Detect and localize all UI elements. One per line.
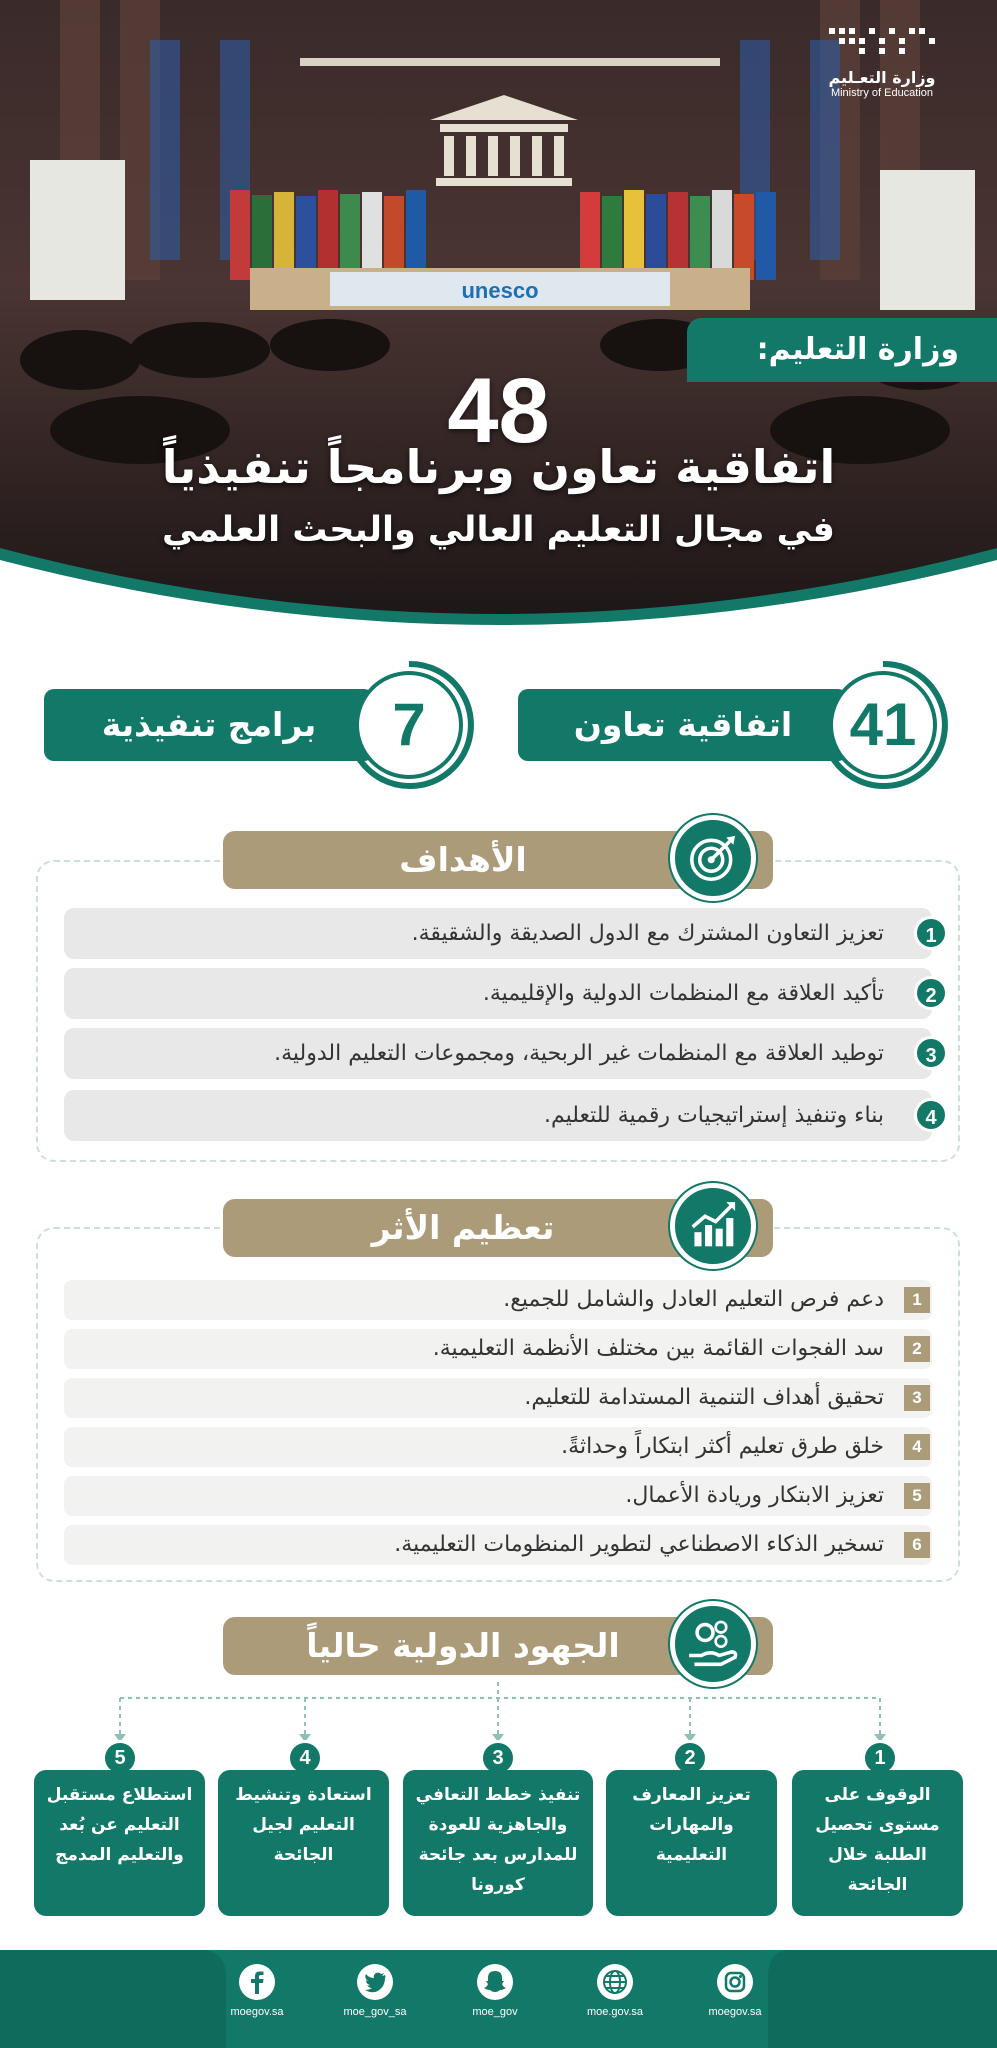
growth-chart-icon <box>670 1183 756 1269</box>
goal-item <box>64 1090 937 1141</box>
impact-number-badge: 2 <box>904 1336 930 1362</box>
impact-text: تعزيز الابتكار وريادة الأعمال. <box>625 1483 884 1508</box>
efforts-title: الجهود الدولية حالياً <box>223 1617 773 1675</box>
ministry-logo-mark <box>827 26 937 62</box>
impact-text: دعم فرص التعليم العادل والشامل للجميع. <box>503 1287 884 1312</box>
effort-card: استطلاع مستقبل التعليم عن بُعد والتعليم المدمج <box>34 1770 205 1916</box>
ministry-tag: وزارة التعليم: <box>687 318 997 382</box>
goals-title: الأهداف <box>223 831 773 889</box>
impact-text: تسخير الذكاء الاصطناعي لتطوير المنظومات التعليمية. <box>394 1532 884 1557</box>
goal-item <box>64 968 937 1019</box>
impact-number-badge: 4 <box>904 1434 930 1460</box>
instagram-icon <box>715 1962 755 2002</box>
impact-item <box>64 1476 932 1516</box>
impact-number-badge: 5 <box>904 1483 930 1509</box>
social-link-instagram[interactable] <box>680 1962 790 2018</box>
stat-card-agreements <box>518 660 948 790</box>
impact-number-badge: 3 <box>904 1385 930 1411</box>
target-icon <box>670 815 756 901</box>
impact-item <box>64 1427 932 1467</box>
impact-item <box>64 1378 932 1418</box>
stat-card-programs <box>44 660 474 790</box>
gears-hand-icon <box>670 1601 756 1687</box>
logo-arabic-name: وزارة التعـليم <box>828 68 936 87</box>
effort-card: الوقوف على مستوى تحصيل الطلبة خلال الجائحة <box>792 1770 963 1916</box>
stat-label: اتفاقية تعاون <box>518 689 848 761</box>
headline-number: 48 <box>447 360 550 462</box>
social-link-website[interactable] <box>560 1962 670 2018</box>
goal-item <box>64 908 937 959</box>
goal-text: توطيد العلاقة مع المنظمات غير الربحية، ومجموعات التعليم الدولية. <box>274 1041 884 1066</box>
logo-english-name: Ministry of Education <box>830 87 934 99</box>
svg-text:unesco: unesco <box>461 278 539 303</box>
social-handle: moegov.sa <box>230 2006 284 2018</box>
goal-text: تأكيد العلاقة مع المنظمات الدولية والإقليمية. <box>482 981 884 1006</box>
social-handle: moe_gov_sa <box>343 2006 407 2018</box>
goal-item <box>64 1028 937 1079</box>
snapchat-icon <box>475 1962 515 2002</box>
impact-title: تعظيم الأثر <box>223 1199 773 1257</box>
impact-number-badge: 1 <box>904 1287 930 1313</box>
goal-text: بناء وتنفيذ إستراتيجيات رقمية للتعليم. <box>543 1103 884 1128</box>
social-handle: moe_gov <box>472 2006 518 2018</box>
effort-number-badge: 4 <box>287 1740 323 1776</box>
impact-text: خلق طرق تعليم أكثر ابتكاراً وحداثةً. <box>561 1434 884 1459</box>
globe-icon <box>595 1962 635 2002</box>
ministry-logo <box>827 26 937 99</box>
social-handle: moe.gov.sa <box>586 2006 644 2018</box>
stat-number: 7 <box>392 691 426 758</box>
headline-line-1: اتفاقية تعاون وبرنامجاً تنفيذياً <box>161 440 836 494</box>
impact-item <box>64 1280 932 1320</box>
effort-card: تعزيز المعارف والمهارات التعليمية <box>606 1770 777 1916</box>
goal-text: تعزيز التعاون المشترك مع الدول الصديقة والشقيقة. <box>411 921 884 946</box>
hero-banner <box>0 0 997 628</box>
stat-number: 41 <box>849 691 917 758</box>
social-link-snapchat[interactable] <box>440 1962 550 2018</box>
effort-number-badge: 1 <box>862 1740 898 1776</box>
goal-number-badge: 2 <box>914 976 948 1010</box>
effort-number-badge: 2 <box>672 1740 708 1776</box>
impact-item <box>64 1525 932 1565</box>
goal-number-badge: 1 <box>914 916 948 950</box>
social-link-facebook[interactable] <box>202 1962 312 2018</box>
facebook-icon <box>237 1962 277 2002</box>
impact-text: سد الفجوات القائمة بين مختلف الأنظمة التعليمية. <box>432 1336 884 1361</box>
effort-card: استعادة وتنشيط التعليم لجيل الجائحة <box>218 1770 389 1916</box>
twitter-icon <box>355 1962 395 2002</box>
impact-number-badge: 6 <box>904 1532 930 1558</box>
stat-label: برامج تنفيذية <box>44 689 374 761</box>
goal-number-badge: 3 <box>914 1036 948 1070</box>
impact-text: تحقيق أهداف التنمية المستدامة للتعليم. <box>524 1385 884 1410</box>
effort-card: تنفيذ خطط التعافي والجاهزية للعودة للمدارس بعد جائحة كورونا <box>403 1770 593 1916</box>
effort-number-badge: 5 <box>102 1740 138 1776</box>
social-handle: moegov.sa <box>708 2006 762 2018</box>
goal-number-badge: 4 <box>914 1098 948 1132</box>
impact-item <box>64 1329 932 1369</box>
headline-line-2: في مجال التعليم العالي والبحث العلمي <box>162 510 835 550</box>
effort-number-badge: 3 <box>480 1740 516 1776</box>
social-link-twitter[interactable] <box>320 1962 430 2018</box>
